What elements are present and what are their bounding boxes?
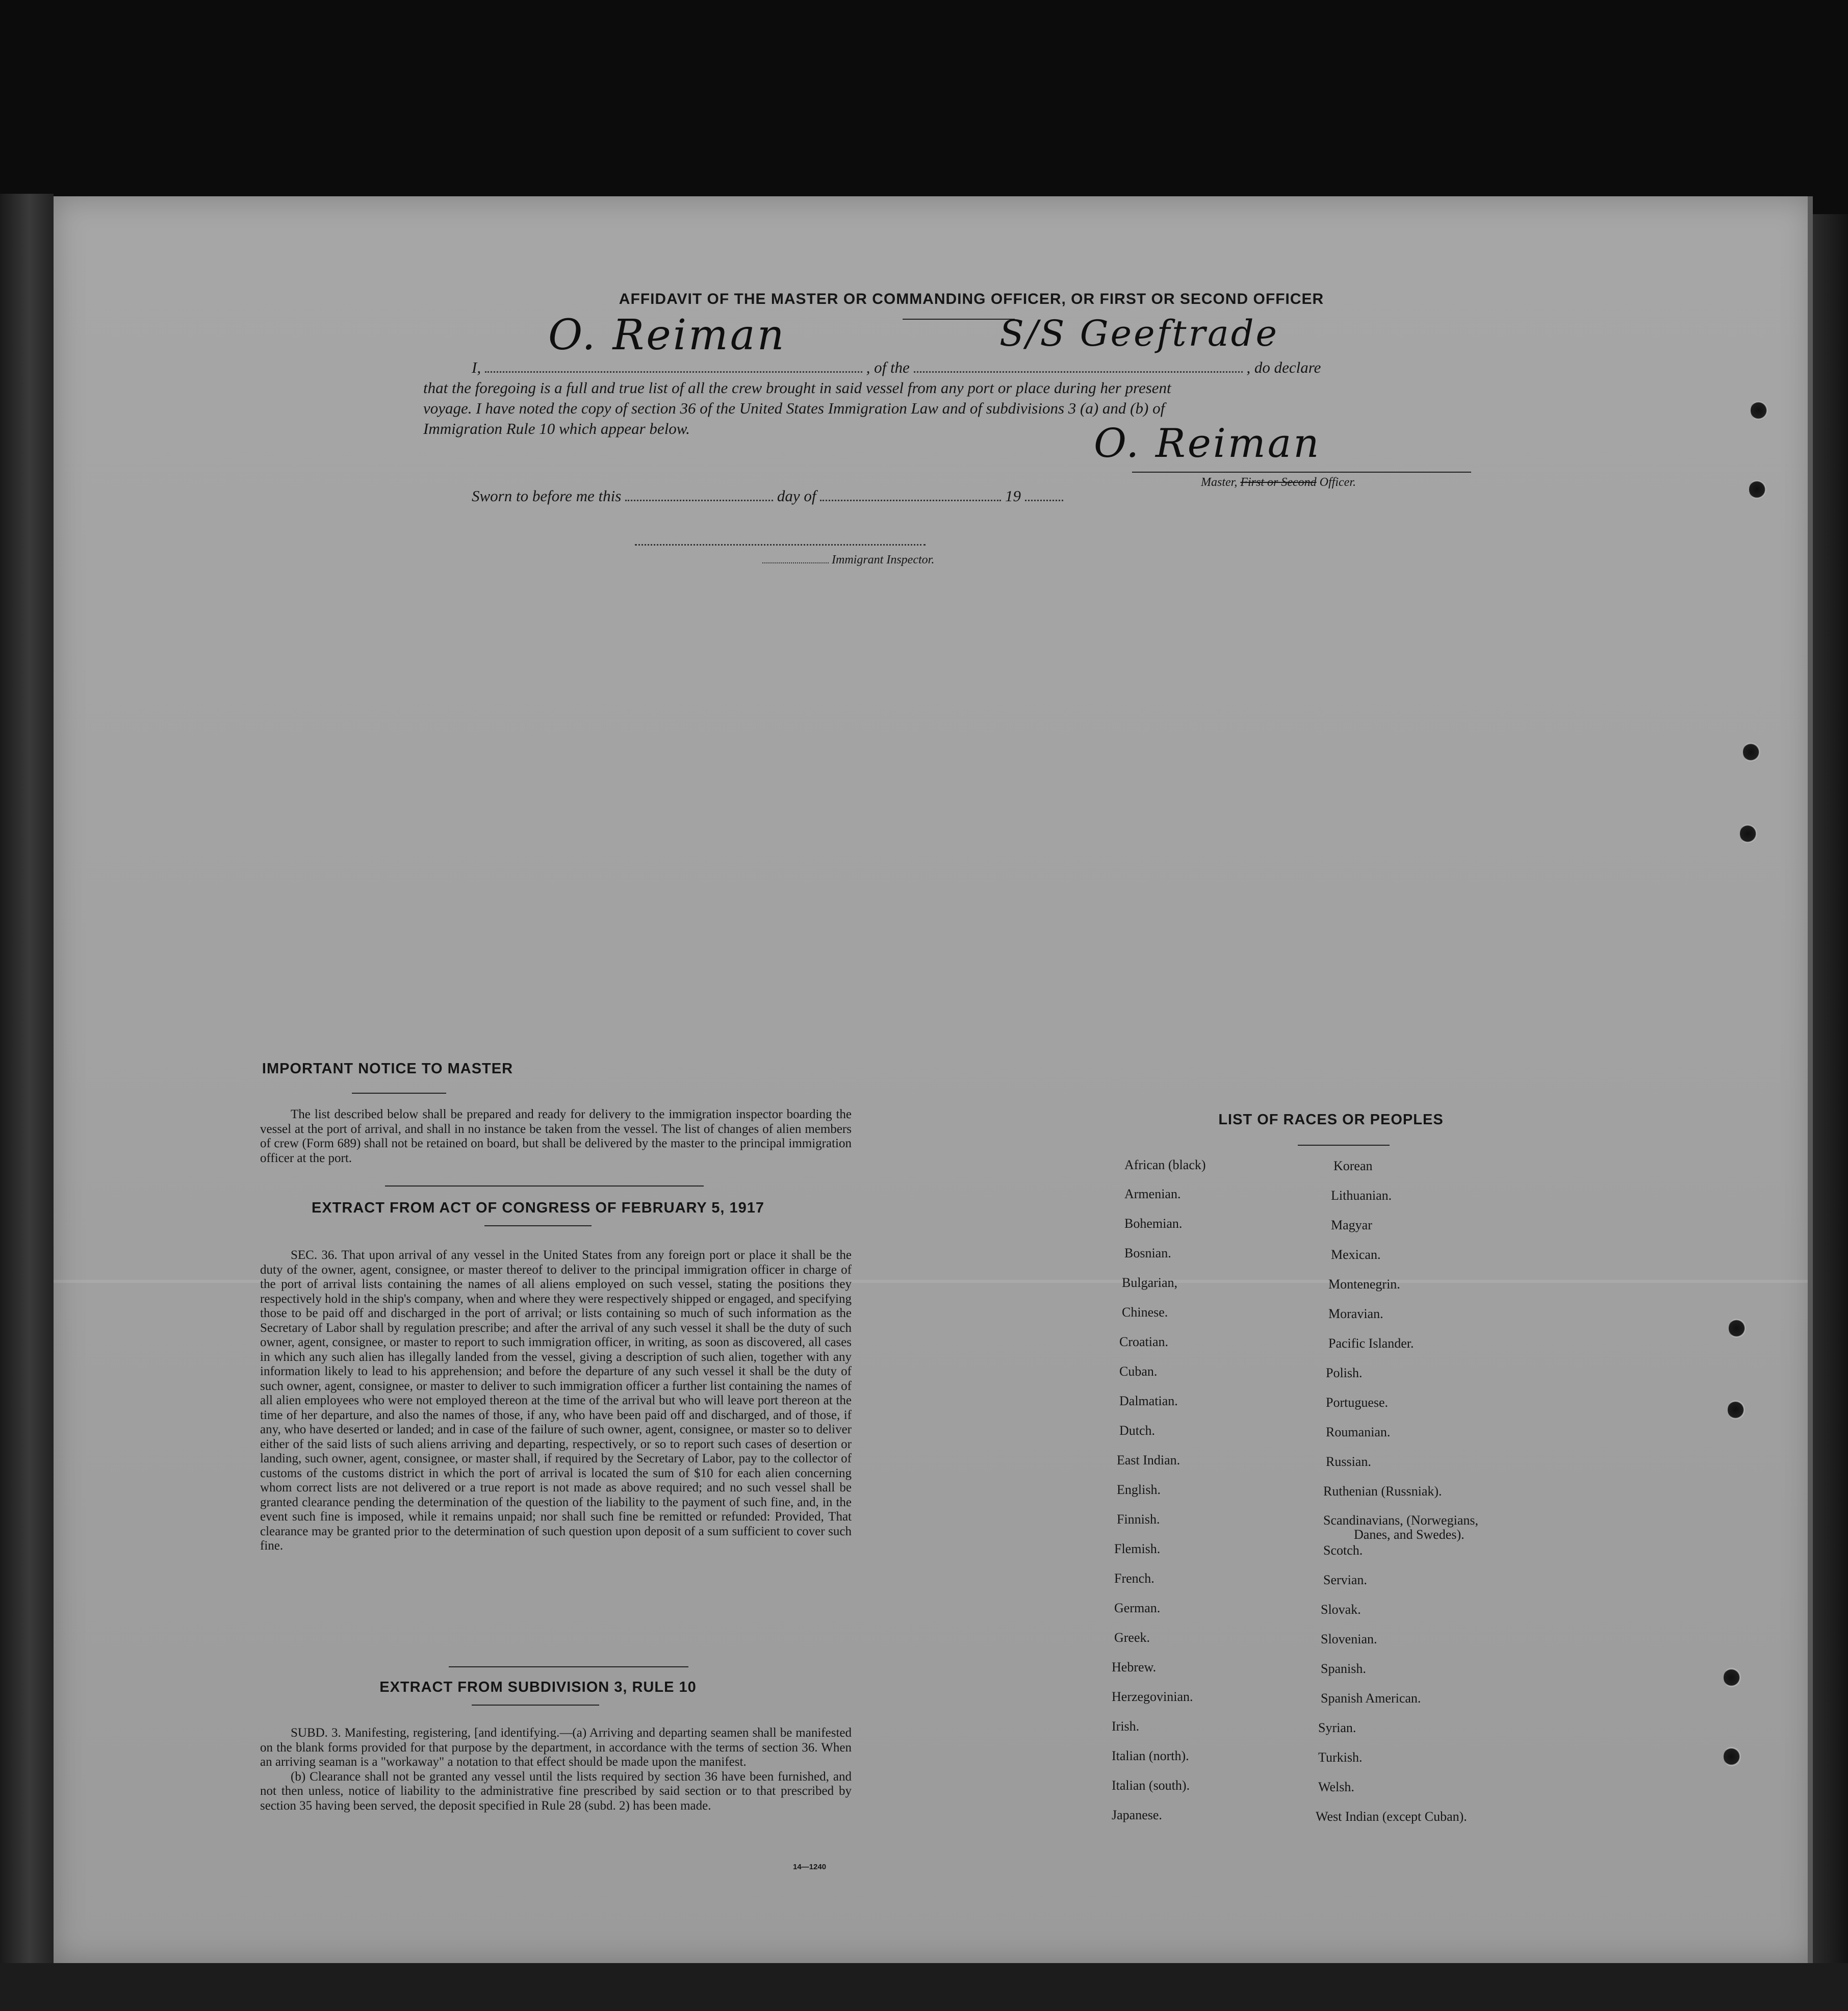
race-left-3: Bohemian. [1124, 1216, 1183, 1231]
race-left-15: French. [1114, 1571, 1154, 1586]
sworn-date-field [625, 500, 773, 501]
document-sheet [54, 196, 1813, 1963]
race-left-10: Dutch. [1119, 1423, 1156, 1438]
sheet-edge [1808, 196, 1813, 1963]
race-left-16: German. [1114, 1601, 1161, 1615]
affidavit-line-3: voyage. I have noted the copy of section 36 of the United States Immigration Law and of subdivisions 3 (a) and (b) of [423, 399, 1165, 417]
affidavit-i-label: I, [472, 358, 481, 376]
race-right-8: Polish. [1326, 1365, 1363, 1380]
affidavit-line-1 [472, 358, 1321, 377]
affidavit-line-4: Immigration Rule 10 which appear below. [423, 420, 690, 437]
master-name-field [485, 371, 862, 373]
race-left-18: Hebrew. [1112, 1660, 1157, 1674]
race-right-13 [1323, 1513, 1478, 1542]
master-signature: O. Reiman [1094, 421, 1321, 467]
race-left-14: Flemish. [1114, 1541, 1161, 1556]
inspector-dots [762, 562, 829, 563]
race-right-1: Korean [1333, 1158, 1373, 1173]
signature-line [1132, 472, 1471, 473]
race-right-20: Syrian. [1318, 1720, 1356, 1735]
rule-text [260, 1726, 852, 1813]
scanner-background-left [0, 194, 54, 2011]
master-name-handwritten: O. Reiman [548, 311, 786, 359]
race-left-5: Bulgarian, [1122, 1275, 1178, 1290]
race-left-4: Bosnian. [1124, 1246, 1171, 1260]
race-left-2: Armenian. [1124, 1187, 1181, 1201]
sworn-year-field [1025, 500, 1063, 501]
race-left-23: Japanese. [1112, 1808, 1162, 1822]
race-right-6: Moravian. [1328, 1306, 1383, 1321]
notice-paragraph: The list described below shall be prepared and ready for delivery to the immigration inspector boarding the vessel at the port of arrival, and shall in no instance be taken from the vessel. The list of changes of alien members of crew (Form 689) shall not be retained on board, but shall be delivered by the master to the principal immigration officer at the port. [260, 1107, 852, 1165]
punch-hole [1724, 1746, 1741, 1767]
notice-title: IMPORTANT NOTICE TO MASTER [262, 1061, 514, 1077]
punch-hole [1749, 479, 1766, 500]
sworn-month-label: day of [777, 487, 816, 505]
punch-hole [1724, 1667, 1741, 1688]
act-paragraph: SEC. 36. That upon arrival of any vessel in the United States from any foreign port or place it shall be the duty of the owner, agent, consignee, or master thereof to deliver to the principal immigration officer in charge of the port of arrival lists containing the names of all aliens employed on such vessel, stating the positions they respectively hold in the ship's company, when and where they were respectively shipped or engaged, and specifying those to be paid off and discharged in the port of arrival; or lists containing so much of such information as the Secretary of Labor shall by regulation prescribe; and after the arrival of any such vessel it shall be the duty of such owner, agent, consignee, or master to report to such immigration officer, in writing, as soon as discovered, all cases in which any such alien has illegally landed from the vessel, giving a description of such alien, together with any information likely to lead to his apprehension; and before the departure of any such vessel it shall be the duty of such owner, agent, consignee, or master to deliver to such immigration officer a further list containing the names of all alien employees who were not employed thereon at the time of the arrival but who will leave port thereon at the time of her departure, and also the names of those, if any, who have been paid off and discharged, and of those, if any, who have deserted or landed; and in case of the failure of such owner, agent, consignee, or master so to deliver either of the said lists of such aliens arriving and departing, respectively, or so to report such cases of desertion or landing, such owner, agent, consignee, or master shall, if required by the Secretary of Labor, pay to the collector of customs of the customs district in which the port of arrival is located the sum of $10 for each alien concerning whom correct lists are not delivered or a true report is not made as above required; and no such vessel shall be granted clearance pending the determination of the question of the liability to the payment of such fine, and, in the event such fine is imposed, while it remains unpaid; nor shall such fine be remitted or refunded: Provided, That clearance may be granted prior to the determination of such question upon deposit of a sum sufficient to cover such fine. [260, 1248, 852, 1553]
rule-paragraph-a: SUBD. 3. Manifesting, registering, [and identifying.—(a) Arriving and departing seamen shall be manifested on the blank forms provided for that purpose by the department, in accordance with the terms of section 36. When an arriving seaman is a "workaway" a notation to that effect should be made upon the manifest. [260, 1726, 852, 1769]
race-right-21: Turkish. [1318, 1750, 1363, 1765]
sworn-label: Sworn to before me this [472, 487, 622, 505]
race-right-16: Slovak. [1321, 1602, 1361, 1617]
race-left-19: Herzegovinian. [1112, 1689, 1193, 1704]
vessel-name-field [914, 371, 1243, 373]
act-text [260, 1248, 852, 1554]
affidavit-declare-label: , do declare [1246, 358, 1321, 376]
sworn-month-field [820, 500, 1001, 501]
rule-top-rule [449, 1666, 688, 1667]
affidavit-of-label: , of the [866, 358, 910, 376]
race-right-22: Welsh. [1318, 1780, 1354, 1794]
race-left-22: Italian (south). [1112, 1778, 1190, 1793]
race-scandinavians-cont: Danes, and Swedes). [1354, 1527, 1465, 1542]
caption-struck: First or Second [1240, 476, 1317, 489]
race-right-18: Spanish. [1321, 1661, 1366, 1676]
title-rule [903, 319, 1015, 320]
notice-text [260, 1107, 852, 1166]
form-number: 14—1240 [793, 1863, 827, 1871]
race-left-1: African (black) [1124, 1157, 1206, 1172]
races-title: LIST OF RACES OR PEOPLES [1218, 1112, 1444, 1128]
race-right-19: Spanish American. [1321, 1691, 1421, 1706]
race-left-21: Italian (north). [1112, 1748, 1189, 1763]
race-left-8: Cuban. [1119, 1364, 1158, 1379]
caption-master: Master, [1201, 476, 1238, 489]
race-left-7: Croatian. [1119, 1334, 1169, 1349]
race-left-9: Dalmatian. [1119, 1394, 1178, 1408]
race-right-10: Roumanian. [1326, 1425, 1391, 1439]
race-right-23: West Indian (except Cuban). [1316, 1809, 1467, 1824]
race-right-14: Scotch. [1323, 1543, 1363, 1558]
affidavit-title: AFFIDAVIT OF THE MASTER OR COMMANDING OFFICER, OR FIRST OR SECOND OFFICER [619, 291, 1324, 307]
affidavit-line-2: that the foregoing is a full and true list of all the crew brought in said vessel from any port or place during her present [423, 379, 1171, 397]
race-right-2: Lithuanian. [1331, 1188, 1392, 1203]
sworn-line [472, 487, 1063, 505]
race-right-12: Ruthenian (Russniak). [1323, 1484, 1442, 1499]
inspector-label-line [762, 553, 934, 567]
caption-officer: Officer. [1319, 476, 1356, 489]
act-title: EXTRACT FROM ACT OF CONGRESS OF FEBRUARY 5, 1917 [311, 1200, 765, 1216]
vessel-name-handwritten: S/S Geeftrade [999, 313, 1279, 354]
rule-rule [472, 1705, 599, 1706]
race-left-12: English. [1117, 1482, 1161, 1497]
race-right-7: Pacific Islander. [1328, 1336, 1414, 1351]
race-right-9: Portuguese. [1326, 1395, 1389, 1410]
punch-hole [1740, 823, 1757, 844]
punch-hole [1729, 1318, 1746, 1338]
race-left-11: East Indian. [1117, 1453, 1180, 1467]
sworn-year-label: 19 [1005, 487, 1021, 505]
race-right-3: Magyar [1331, 1218, 1372, 1232]
punch-hole [1743, 742, 1760, 762]
rule-title: EXTRACT FROM SUBDIVISION 3, RULE 10 [379, 1679, 697, 1695]
race-left-17: Greek. [1114, 1630, 1150, 1645]
race-scandinavians: Scandinavians, (Norwegians, [1323, 1513, 1478, 1528]
race-left-6: Chinese. [1122, 1305, 1168, 1320]
punch-hole [1751, 400, 1768, 421]
race-left-20: Irish. [1112, 1719, 1140, 1734]
signature-caption [1201, 476, 1356, 489]
act-top-rule [385, 1185, 704, 1187]
race-right-4: Mexican. [1331, 1247, 1381, 1262]
punch-hole [1728, 1400, 1745, 1420]
race-right-11: Russian. [1326, 1454, 1371, 1469]
race-right-5: Montenegrin. [1328, 1277, 1400, 1292]
race-right-17: Slovenian. [1321, 1632, 1377, 1646]
notice-rule [352, 1093, 446, 1094]
inspector-signature-line [635, 544, 926, 546]
race-left-13: Finnish. [1117, 1512, 1160, 1527]
inspector-label: Immigrant Inspector. [832, 553, 935, 566]
scanner-background-right [1813, 214, 1848, 2011]
rule-paragraph-b: (b) Clearance shall not be granted any vessel until the lists required by section 36 have been furnished, and not then unless, notice of liability to the administrative fine prescribed by said section or to that prescribed by section 35 having been served, the deposit specified in Rule 28 (subd. 2) has been made. [260, 1769, 852, 1813]
act-rule [484, 1225, 592, 1226]
race-right-15: Servian. [1323, 1572, 1367, 1587]
races-rule [1298, 1145, 1390, 1146]
scanner-background-bottom [0, 1963, 1848, 2011]
